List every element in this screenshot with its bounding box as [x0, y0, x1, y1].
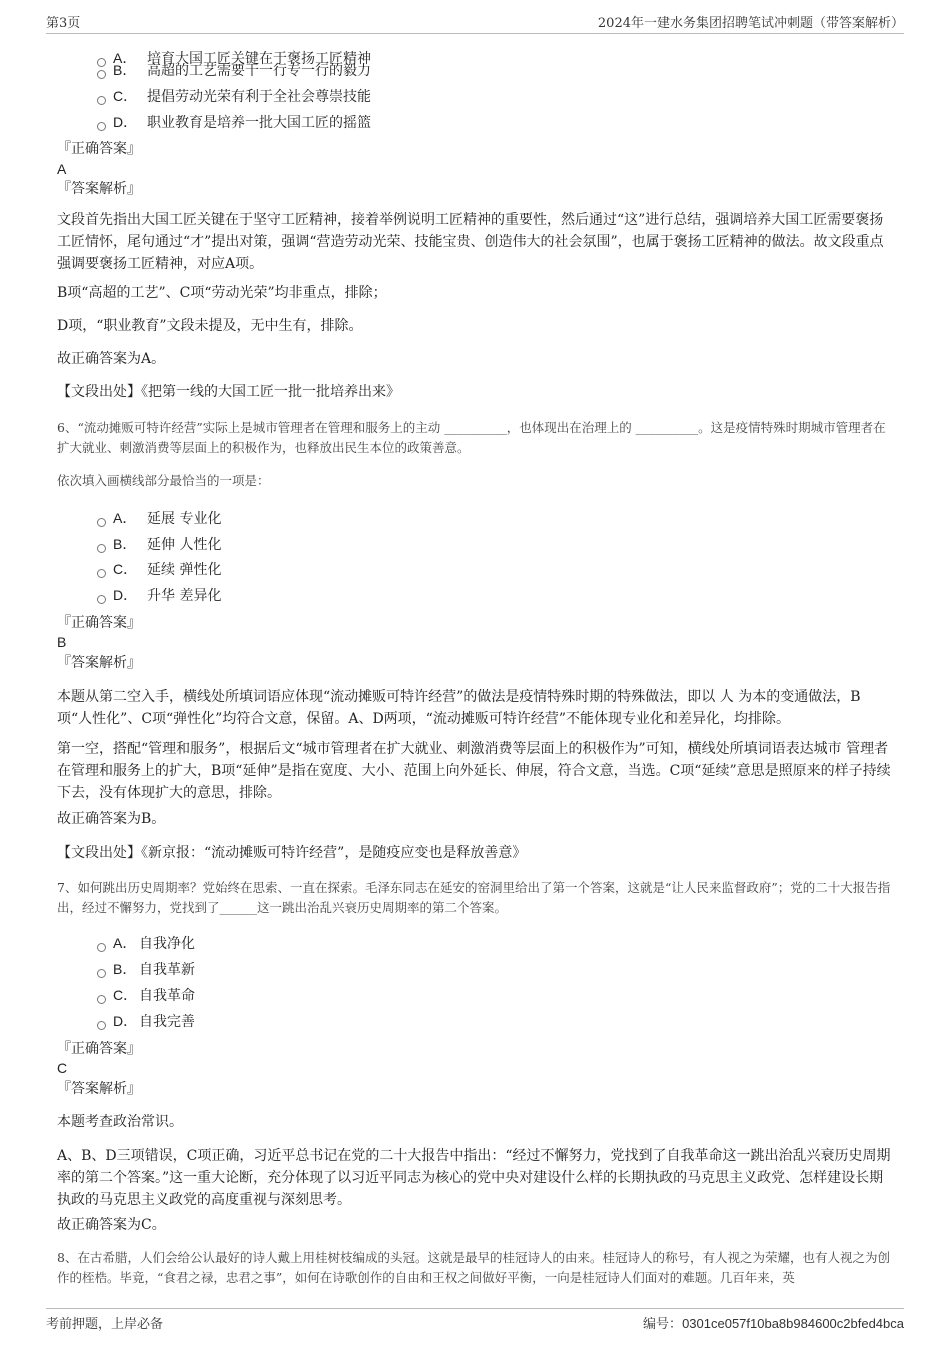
document-title: 2024年一建水务集团招聘笔试冲刺题（带答案解析） [597, 16, 904, 31]
q7-option-b[interactable]: B． 自我革新 [97, 959, 195, 980]
radio-icon[interactable] [97, 595, 106, 604]
q7-option-c[interactable]: C． 自我革命 [97, 985, 195, 1006]
q6-source: 【文段出处】《新京报：“流动摊贩可特许经营”，是随疫应变也是释放善意》 [57, 845, 527, 861]
q7-option-a[interactable]: A． 自我净化 [97, 933, 195, 954]
q7-option-d[interactable]: D． 自我完善 [97, 1011, 195, 1032]
radio-icon[interactable] [97, 544, 106, 553]
analysis-label: 『答案解析』 [57, 181, 141, 197]
q5-analysis-paragraph: B项“高超的工艺”、C项“劳动光荣”均非重点，排除； [57, 285, 387, 301]
page-header [46, 12, 904, 32]
q7-analysis-paragraph: A、B、D三项错误，C项正确，习近平总书记在党的二十大报告中指出：“经过不懈努力，党找到了自我革命这一跳出治乱兴衰历史周期率的第二个答案。”这一重大论断，充分体现了以习近平同志为核心的党中央对建设什么样的长期执政的马克思主义政党、怎样建设长期执政的马克思主义政党的高度重视与深刻思考。 [57, 1148, 891, 1208]
radio-icon[interactable] [97, 96, 106, 105]
radio-icon[interactable] [97, 995, 106, 1004]
q5-analysis-paragraph: 故正确答案为A。 [57, 351, 166, 367]
correct-answer-label: 『正确答案』 [57, 141, 141, 157]
q6-option-a[interactable]: A． 延展 专业化 [97, 508, 221, 529]
q7-stem: 7、如何跳出历史周期率？党始终在思索、一直在探索。毛泽东同志在延安的窑洞里给出了第一个答案，这就是“让人民来监督政府”；党的二十大报告指出，经过不懈努力，党找到了______这一跳出治乱兴衰历史周期率的第二个答案。 [57, 880, 891, 915]
q6-stem: 6、“流动摊贩可特许经营”实际上是城市管理者在管理和服务上的主动 __________，也体现出在治理上的 __________。这是疫情特殊时期城市管理者在扩大就业、刺激消费等层面上的积极作为，也释放出民生本位的政策善意。 [57, 420, 886, 455]
q7-answer: C [57, 1060, 68, 1076]
radio-icon[interactable] [97, 969, 106, 978]
analysis-label: 『答案解析』 [57, 1081, 141, 1097]
footer-slogan: 考前押题，上岸必备 [46, 1317, 164, 1332]
page-number: 第3页 [46, 16, 81, 31]
q7-analysis-paragraph: 故正确答案为C。 [57, 1217, 166, 1233]
q5-analysis-paragraph: D项，“职业教育”文段未提及，无中生有，排除。 [57, 318, 363, 334]
q6-analysis-paragraph: 本题从第二空入手，横线处所填词语应体现“流动摊贩可特许经营”的做法是疫情特殊时期的特殊做法，即以 人 为本的变通做法，B项“人性化”、C项“弹性化”均符合文意，保留。A、D两项，“流动摊贩可特许经营”不能体现专业化和差异化，均排除。 [57, 689, 861, 727]
q8-stem: 8、在古希腊，人们会给公认最好的诗人戴上用桂树枝编成的头冠。这就是最早的桂冠诗人的由来。桂冠诗人的称号，有人视之为荣耀，也有人视之为创作的桎梏。毕竟，“食君之禄，忠君之事”，如何在诗歌创作的自由和王权之间做好平衡，一向是桂冠诗人们面对的难题。几百年来，英 [57, 1250, 890, 1285]
correct-answer-label: 『正确答案』 [57, 615, 141, 631]
document-code: 编号：0301ce057f10ba8b984600c2bfed4bca [643, 1316, 904, 1332]
q6-analysis-paragraph: 第一空，搭配“管理和服务”，根据后文“城市管理者在扩大就业、刺激消费等层面上的积极作为”可知，横线处所填词语表达城市 管理者在管理和服务上的扩大，B项“延伸”是指在宽度、大小、范围上向外延长、伸展，符合文意，当选。C项“延续”意思是照原来的样子持续下去，没有体现扩大的意思，排除。 [57, 741, 891, 801]
radio-icon[interactable] [97, 1021, 106, 1030]
q5-analysis-paragraph: 文段首先指出大国工匠关键在于坚守工匠精神，接着举例说明工匠精神的重要性，然后通过“这”进行总结，强调培养大国工匠需要褒扬工匠情怀，尾句通过“才”提出对策，强调“营造劳动光荣、技能宝贵、创造伟大的社会氛围”，也属于褒扬工匠精神的做法。故文段重点强调要褒扬工匠精神，对应A项。 [57, 212, 884, 272]
footer-divider [46, 1308, 904, 1309]
q6-option-c[interactable]: C． 延续 弹性化 [97, 559, 221, 580]
radio-icon[interactable] [97, 70, 106, 79]
q5-source: 【文段出处】《把第一线的大国工匠一批一批培养出来》 [57, 384, 400, 400]
correct-answer-label: 『正确答案』 [57, 1041, 141, 1057]
q6-option-b[interactable]: B． 延伸 人性化 [97, 534, 221, 555]
header-divider [46, 33, 904, 34]
q5-option-b[interactable]: B． 高超的工艺需要干一行专一行的毅力 [97, 60, 371, 81]
q6-answer: B [57, 634, 67, 650]
radio-icon[interactable] [97, 518, 106, 527]
analysis-label: 『答案解析』 [57, 655, 141, 671]
q5-answer: A [57, 161, 67, 177]
q6-option-d[interactable]: D． 升华 差异化 [97, 585, 221, 606]
q5-option-d[interactable]: D． 职业教育是培养一批大国工匠的摇篮 [97, 112, 371, 133]
radio-icon[interactable] [97, 122, 106, 131]
q6-prompt: 依次填入画横线部分最恰当的一项是： [57, 473, 270, 488]
radio-icon[interactable] [97, 569, 106, 578]
radio-icon[interactable] [97, 943, 106, 952]
q5-option-a[interactable]: A． 培育大国工匠关键在于褒扬工匠精神 [97, 48, 371, 69]
q7-analysis-paragraph: 本题考查政治常识。 [57, 1114, 183, 1130]
q5-option-c[interactable]: C． 提倡劳动光荣有利于全社会尊崇技能 [97, 86, 371, 107]
q6-analysis-paragraph: 故正确答案为B。 [57, 811, 166, 827]
